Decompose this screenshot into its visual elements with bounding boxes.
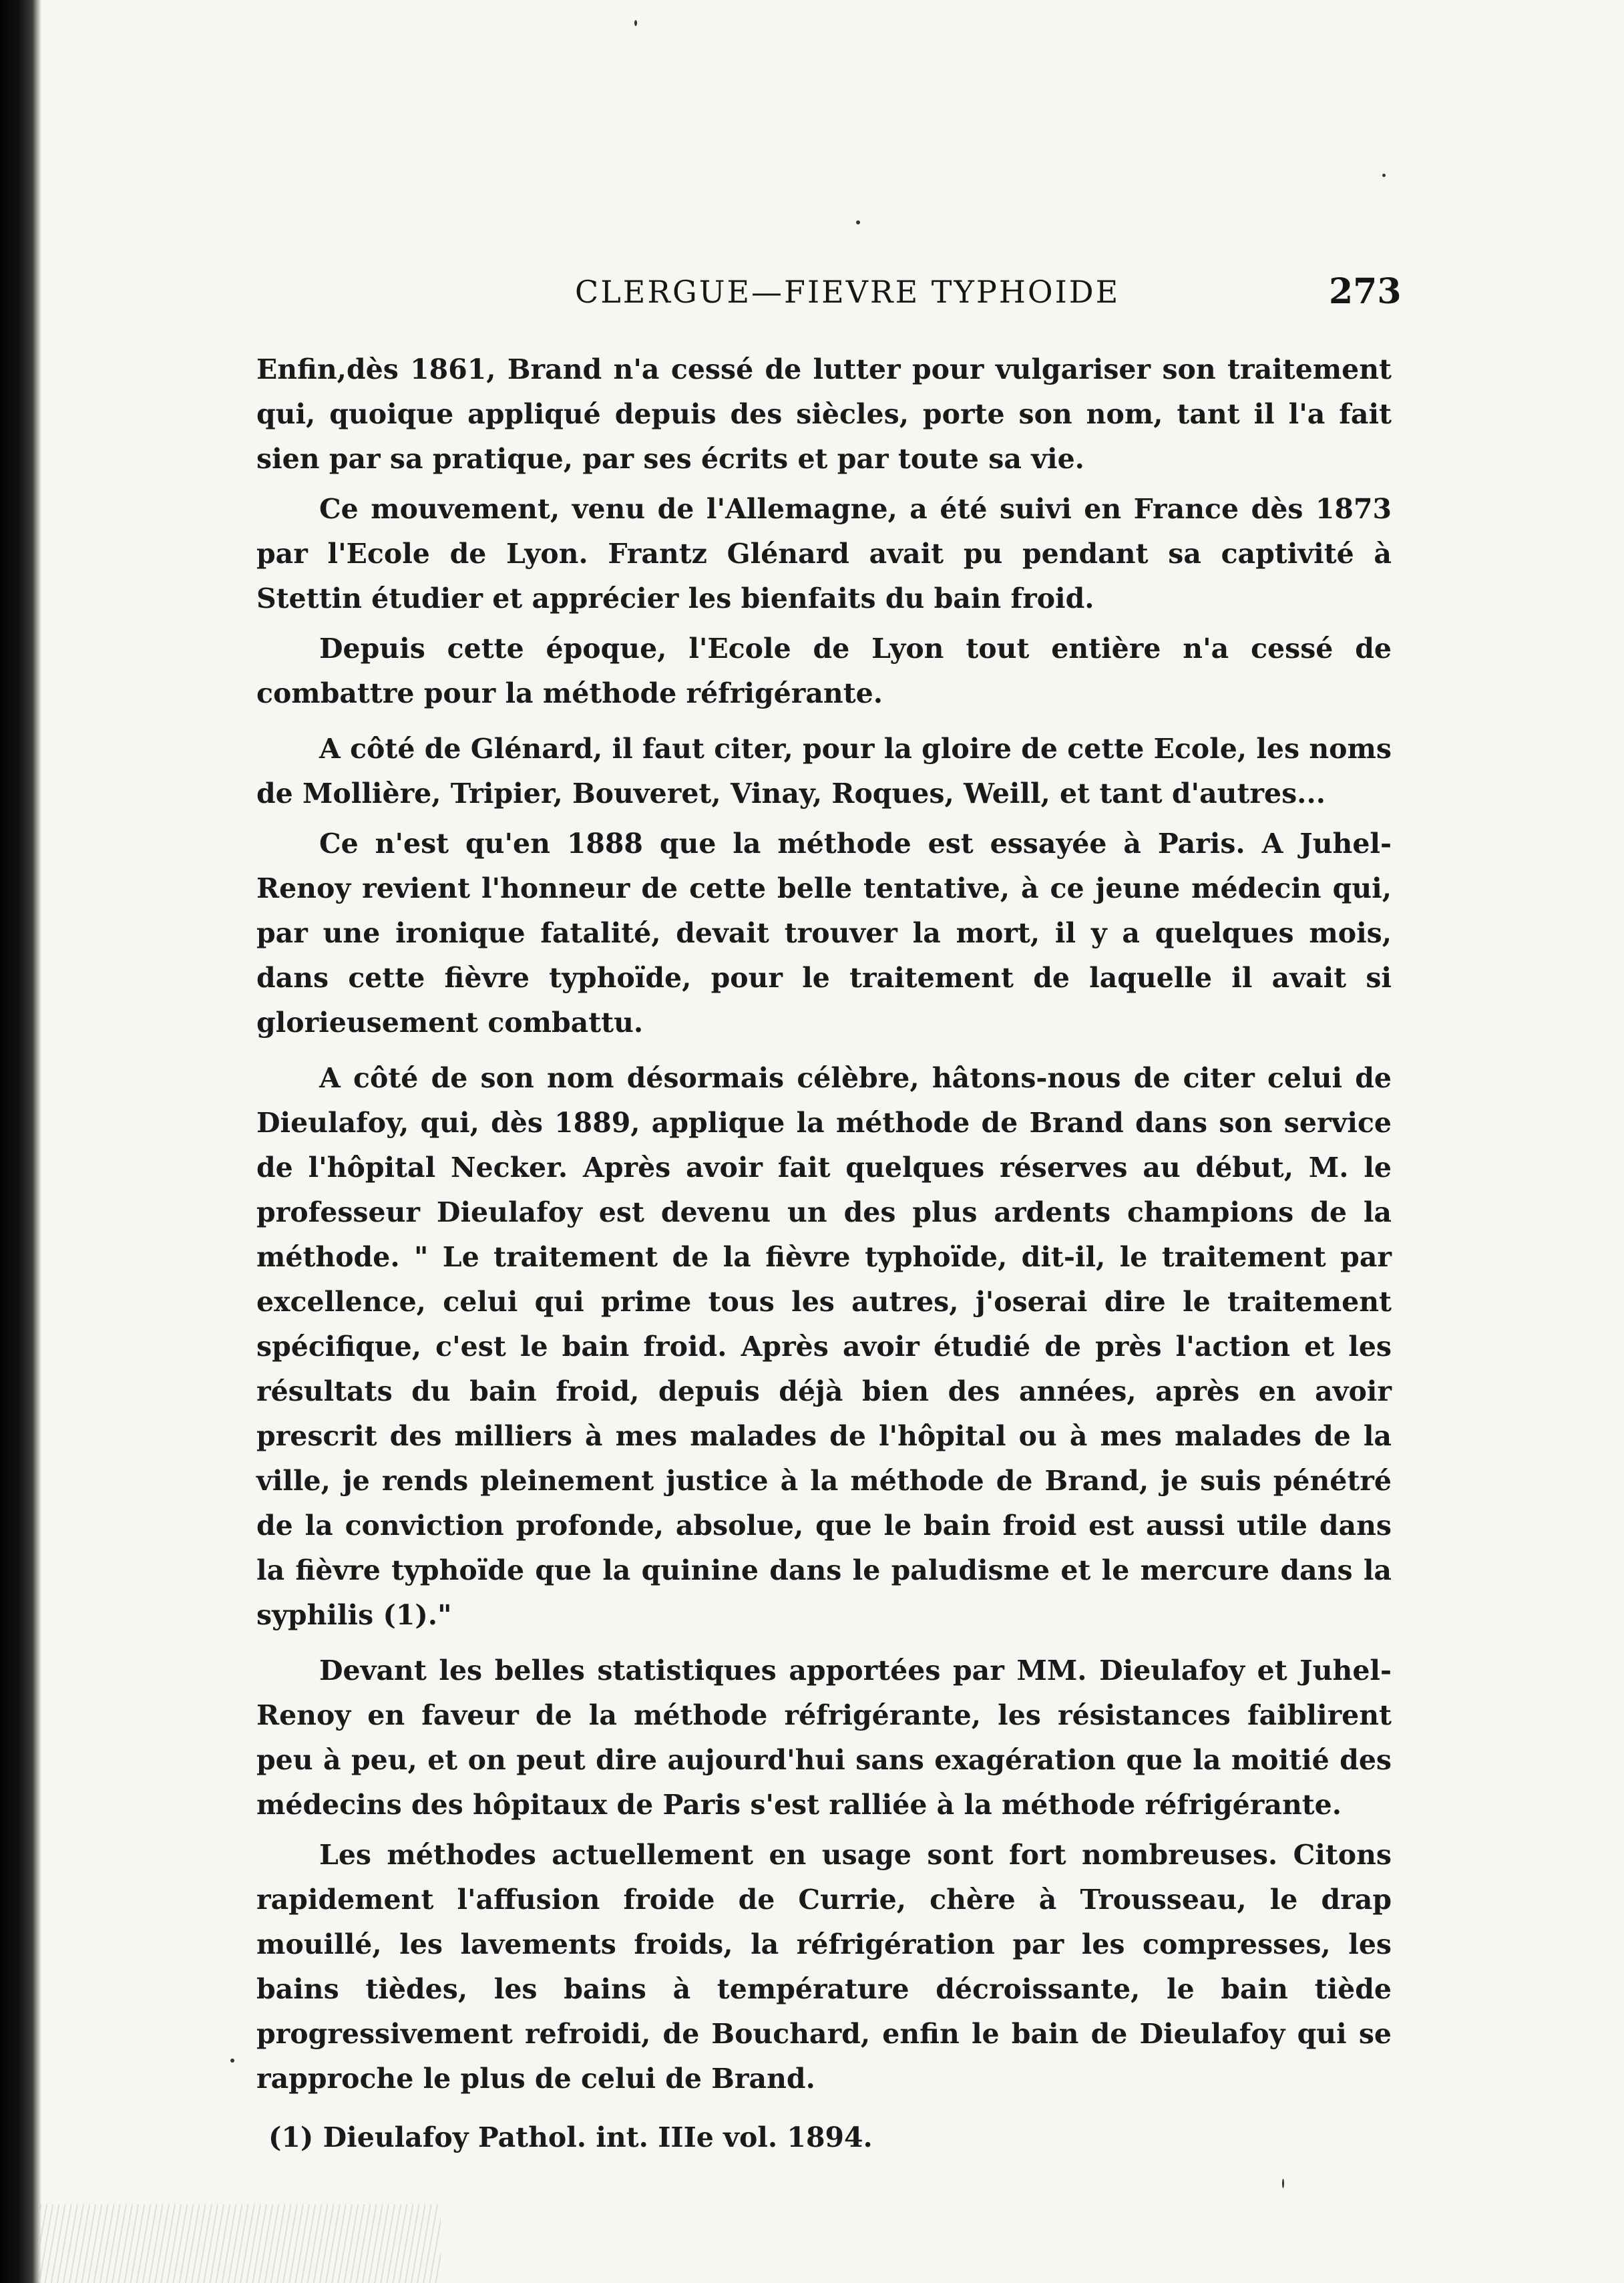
scan-noise (40, 2204, 441, 2283)
paragraph: Enfin,dès 1861, Brand n'a cessé de lutter pour vulgariser son traitement qui, quoique appliqué depuis des siècles, porte son nom, tant il l'a fait sien par sa pratique, par ses écrits et par toute sa vie. (256, 353, 1392, 475)
paragraph: A côté de Glénard, il faut citer, pour la gloire de cette Ecole, les noms de Mollière, Tripier, Bouveret, Vinay, Roques, Weill, et tant d'autres... (256, 733, 1392, 810)
scan-speck (230, 2059, 234, 2063)
body-text (256, 347, 1392, 2159)
footnote: (1) Dieulafoy Pathol. int. IIIe vol. 1894. (268, 2121, 873, 2153)
paragraph: Ce mouvement, venu de l'Allemagne, a été suivi en France dès 1873 par l'Ecole de Lyon. Frantz Glénard avait pu pendant sa captivité à Stettin étudier et apprécier les bienfaits du bain froid. (256, 493, 1392, 614)
paragraph: Devant les belles statistiques apportées par MM. Dieulafoy et Juhel-Renoy en faveur de la méthode réfrigérante, les résistances faiblirent peu à peu, et on peut dire aujourd'hui sans exagération que la moitié des médecins des hôpitaux de Paris s'est ralliée à la méthode réfrigérante. (256, 1654, 1392, 1821)
page-header (0, 271, 1624, 321)
running-head: CLERGUE—FIEVRE TYPHOIDE (575, 274, 1121, 310)
scan-speck (634, 20, 637, 26)
scan-speck (1282, 2179, 1284, 2188)
paragraph: Ce n'est qu'en 1888 que la méthode est essayée à Paris. A Juhel-Renoy revient l'honneur de cette belle tentative, à ce jeune médecin qui, par une ironique fatalité, devait trouver la mort, il y a quelques mois, dans cette fièvre typhoïde, pour le traitement de laquelle il avait si glorieusement combattu. (256, 828, 1392, 1039)
page-number: 273 (1329, 271, 1402, 312)
paragraph: Depuis cette époque, l'Ecole de Lyon tout entière n'a cessé de combattre pour la méthode réfrigérante. (256, 633, 1392, 709)
paragraph: Les méthodes actuellement en usage sont fort nombreuses. Citons rapidement l'affusion froide de Currie, chère à Trousseau, le drap mouillé, les lavements froids, la réfrigération par les compresses, les bains tièdes, les bains à température décroissante, le bain tiède progressivement refroidi, de Bouchard, enfin le bain de Dieulafoy qui se rapproche le plus de celui de Brand. (256, 1839, 1392, 2095)
scan-binding-edge (0, 0, 41, 2283)
paragraph: A côté de son nom désormais célèbre, hâtons-nous de citer celui de Dieulafoy, qui, dès 1889, applique la méthode de Brand dans son service de l'hôpital Necker. Après avoir fait quelques réserves au début, M. le professeur Dieulafoy est devenu un des plus ardents champions de la méthode. " Le traitement de la fièvre typhoïde, dit-il, le traitement par excellence, celui qui prime tous les autres, j'oserai dire le traitement spécifique, c'est le bain froid. Après avoir étudié de près l'action et les résultats du bain froid, depuis déjà bien des années, après en avoir prescrit des milliers à mes malades de l'hôpital ou à mes malades de la ville, je rends pleinement justice à la méthode de Brand, je suis pénétré de la conviction profonde, absolue, que le bain froid est aussi utile dans la fièvre typhoïde que la quinine dans le paludisme et le mercure dans la syphilis (1)." (256, 1062, 1392, 1631)
scan-speck (1382, 174, 1386, 177)
scan-speck (856, 220, 860, 224)
